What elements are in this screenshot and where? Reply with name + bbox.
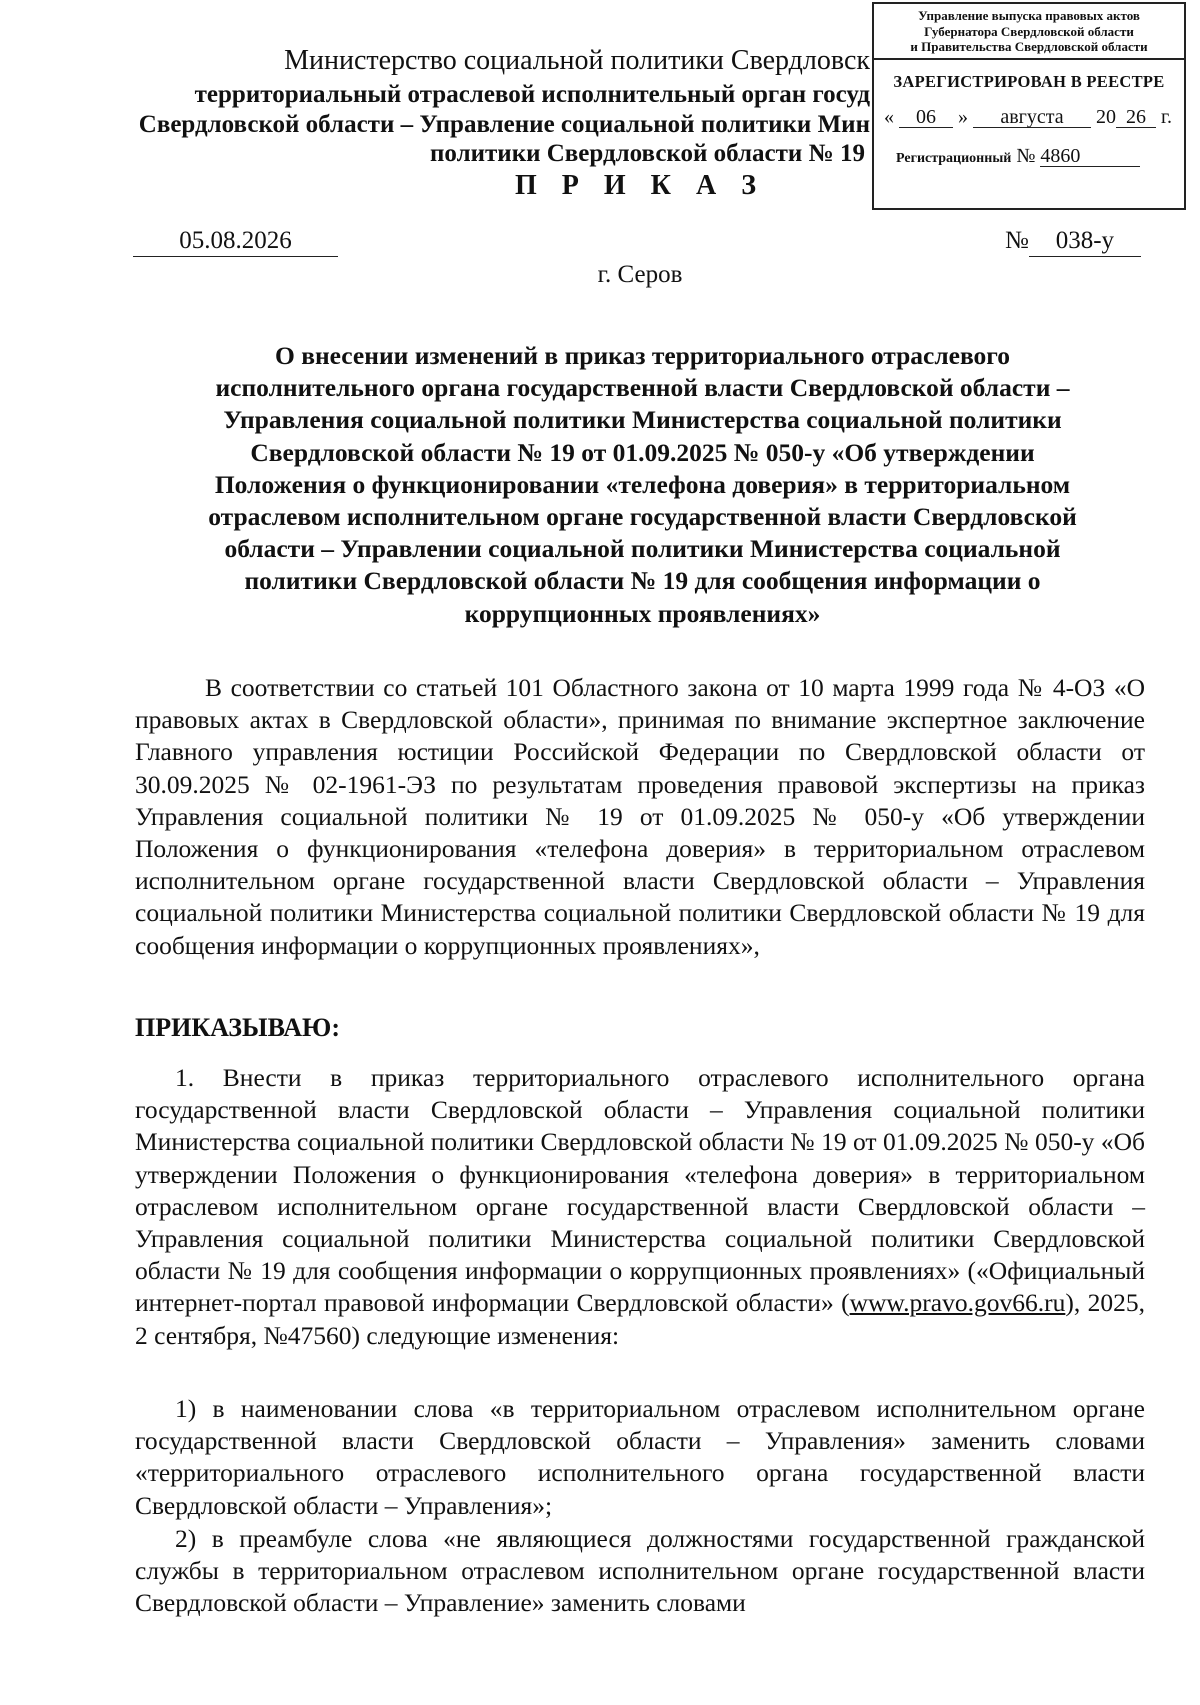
title-line: Положения о функционировании «телефона доверия» в территориальном xyxy=(214,469,1071,499)
stamp-reg-number: 4860 xyxy=(1040,146,1140,167)
title-line: коррупционных проявлениях» xyxy=(464,598,821,628)
title-line: отраслевом исполнительном органе государственной власти Свердловской xyxy=(208,502,1077,532)
stamp-day: 06 xyxy=(899,107,953,128)
stamp-year-unit: г. xyxy=(1161,106,1172,128)
order-word: ПРИКАЗЫВАЮ: xyxy=(135,1013,340,1042)
stamp-year-prefix: 20 xyxy=(1096,106,1116,128)
title-line: политики Свердловской области № 19 для сообщения информации о xyxy=(244,566,1041,596)
stamp-authority xyxy=(874,4,1184,60)
stamp-authority-line-2: Губернатора Свердловской области xyxy=(924,23,1134,39)
ministry-header xyxy=(100,45,870,141)
stamp-date xyxy=(874,106,1184,129)
order-city: г. Серов xyxy=(597,261,683,288)
title-line: исполнительного органа государственной власти Свердловской области – xyxy=(215,373,1070,403)
item-1-paragraph xyxy=(135,1062,1145,1352)
document-title xyxy=(125,340,1160,630)
stamp-close-quote: » xyxy=(958,106,968,128)
stamp-reg-label: Регистрационный xyxy=(896,151,1012,166)
item-1-text: 1. Внести в приказ территориального отраслевого исполнительного органа государственной власти Свердловской области – Управления социальной политики Министерства социальной политики Свердловской области № 19 от 01.09.2025 № 050-у «Об утверждении Положения о функционирования «телефона доверия» в территориальном отраслевом исполнительном органе государственной власти Свердловской области – Управления социальной политики Министерства социальной политики Свердловской области № 19 для сообщения информации о коррупционных проявлениях» («Официальный интернет-портал правовой информации Свердловской области» ( xyxy=(135,1063,1145,1318)
item-1-text-end: ), 2025, 2 сентября, №47560) следующие изменения: xyxy=(135,1288,1145,1350)
org-name-line-2: Свердловской области – Управление социальной политики Мин xyxy=(138,111,870,138)
pravo-portal-link[interactable]: www.pravo.gov66.ru xyxy=(849,1288,1066,1318)
title-line: области – Управлении социальной политики Министерства социальной xyxy=(224,534,1061,564)
stamp-authority-line-3: и Правительства Свердловской области xyxy=(910,39,1148,54)
title-line: Управления социальной политики Министерства социальной политики xyxy=(223,405,1062,435)
subitem-2-paragraph: 2) в преамбуле слова «не являющиеся должностями государственной гражданской службы в территориальном отраслевом исполнительном органе государственной власти Свердловской области – Управление» заменить словами xyxy=(135,1524,1145,1618)
org-name-line-1: территориальный отраслевой исполнительный орган госуд xyxy=(194,81,870,108)
document-type: П Р И К А З xyxy=(515,170,765,201)
stamp-authority-line-1: Управление выпуска правовых актов xyxy=(918,8,1140,23)
ministry-name: Министерство социальной политики Свердловск xyxy=(284,45,870,76)
org-name-line-3: политики Свердловской области № 19 xyxy=(430,140,865,167)
stamp-registered-label: ЗАРЕГИСТРИРОВАН В РЕЕСТРЕ xyxy=(893,72,1165,91)
order-number-value: 038-у xyxy=(1029,226,1141,257)
stamp-no-sign: № xyxy=(1016,145,1036,167)
order-number xyxy=(1005,226,1141,257)
subitem-1-paragraph: 1) в наименовании слова «в территориальном отраслевом исполнительном органе государственной власти Свердловской области – Управления» заменить словами «территориального отраслевого исполнительного органа государственной власти Свердловской области – Управления»; xyxy=(135,1394,1145,1520)
stamp-month: августа xyxy=(973,107,1091,128)
order-date xyxy=(133,226,338,257)
title-line: О внесении изменений в приказ территориального отраслевого xyxy=(275,341,1010,370)
stamp-reg-number-row xyxy=(874,145,1184,168)
order-number-label: № xyxy=(1005,227,1029,254)
registry-stamp xyxy=(872,2,1186,210)
stamp-year-suffix: 26 xyxy=(1116,107,1156,128)
stamp-open-quote: « xyxy=(884,106,894,128)
order-date-value: 05.08.2026 xyxy=(133,226,338,257)
preamble-paragraph: В соответствии со статьей 101 Областного закона от 10 марта 1999 года № 4-ОЗ «О правовых актах в Свердловской области», принимая по внимание экспертное заключение Главного управления юстиции Российской Федерации по Свердловской области от 30.09.2025 № 02-1961-ЭЗ по результатам проведения правовой экспертизы на приказ Управления социальной политики № 19 от 01.09.2025 № 050-у «Об утверждении Положения о функционирования «телефона доверия» в территориальном отраслевом исполнительном органе государственной власти Свердловской области – Управления социальной политики Министерства социальной политики Свердловской области № 19 для сообщения информации о коррупционных проявлениях», xyxy=(135,673,1145,960)
title-line: Свердловской области № 19 от 01.09.2025 № 050-у «Об утверждении xyxy=(250,437,1035,467)
